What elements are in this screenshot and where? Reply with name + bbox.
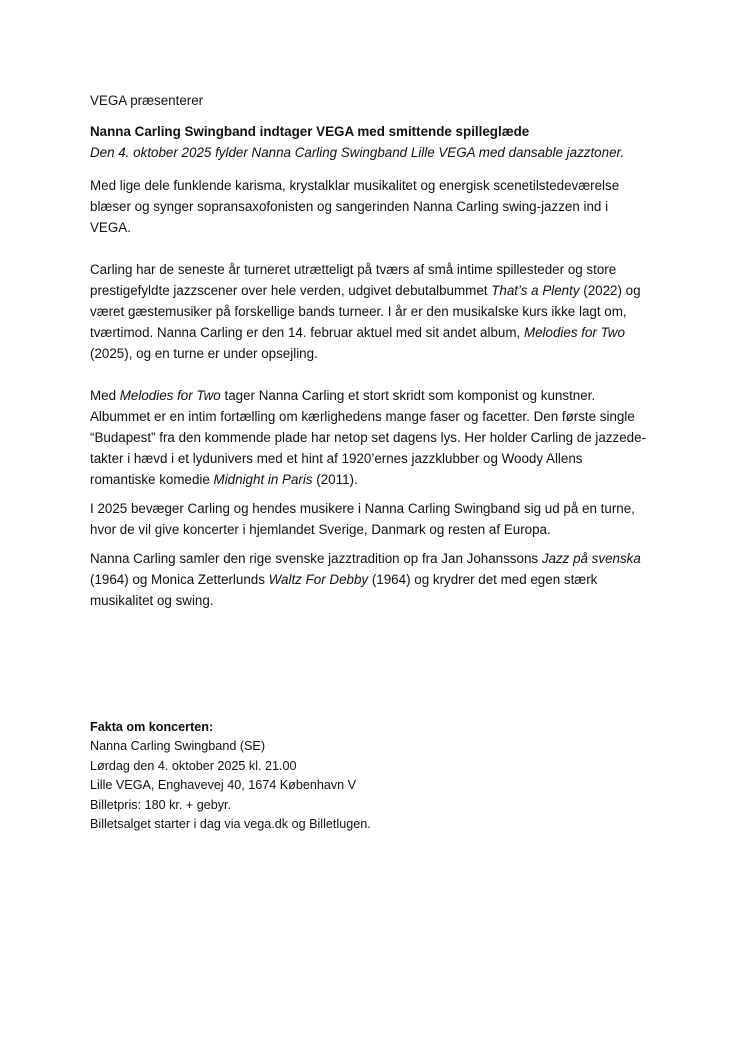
facts-line-tickets: Billetsalget starter i dag via vega.dk og Billetlugen. xyxy=(90,817,371,832)
text-run: tager Nanna Carling et stort skridt som komponist og kunstner. Albummet er en intim fortælling om kærlighedens mange faser og facetter. Den første single “Budapest” fra den kommende plade har netop set dagens lys. Her holder Carling de jazzede-takter i hævd i et lydunivers med et hint af 1920’ernes jazzklubber og Woody Allens romantiske komedie xyxy=(90,388,647,487)
text-run: (1964) og krydrer det med egen stærk musikalitet og swing. xyxy=(90,572,598,608)
text-run: (2025), og en turne er under opsejling. xyxy=(90,346,318,361)
concert-facts xyxy=(90,718,650,834)
paragraph-album xyxy=(90,385,650,490)
text-run: Carling har de seneste år turneret utrætteligt på tværs af små intime spillesteder og store prestigefyldte jazzscener over hele verden, udgivet debutalbummet xyxy=(90,262,617,298)
text-run: (1964) og Monica Zetterlunds xyxy=(90,572,269,587)
facts-line-venue: Lille VEGA, Enghavevej 40, 1674 København V xyxy=(90,778,357,793)
text-run: Nanna Carling samler den rige svenske jazztradition op fra Jan Johanssons xyxy=(90,551,542,566)
paragraph-career xyxy=(90,259,650,364)
press-release-body xyxy=(90,90,650,611)
paragraph-tour: I 2025 bevæger Carling og hendes musikere i Nanna Carling Swingband sig ud på en turne, hvor de vil give koncerter i hjemlandet Sverige, Danmark og resten af Europa. xyxy=(90,501,635,537)
text-run: (2011). xyxy=(312,472,358,487)
headline: Nanna Carling Swingband indtager VEGA med smittende spilleglæde xyxy=(90,124,530,139)
album-title: Jazz på svenska xyxy=(541,551,641,566)
album-title: Waltz For Debby xyxy=(268,572,369,587)
facts-line-artist: Nanna Carling Swingband (SE) xyxy=(90,739,266,754)
text-run: Med xyxy=(90,388,120,403)
film-title: Midnight in Paris xyxy=(213,472,313,487)
presenter-line: VEGA præsenterer xyxy=(90,93,204,108)
subheadline: Den 4. oktober 2025 fylder Nanna Carling Swingband Lille VEGA med dansable jazztoner. xyxy=(90,145,625,160)
facts-line-date: Lørdag den 4. oktober 2025 kl. 21.00 xyxy=(90,758,297,773)
album-title: Melodies for Two xyxy=(523,325,625,340)
paragraph-intro: Med lige dele funklende karisma, krystalklar musikalitet og energisk scenetilstedeværelse blæser og synger sopransaxofonisten og sangerinden Nanna Carling swing-jazzen ind i VEGA. xyxy=(90,178,620,235)
facts-line-price: Billetpris: 180 kr. + gebyr. xyxy=(90,797,232,812)
text-run: (2022) og været gæstemusiker på forskellige bands turneer. I år er den musikalske kurs ikke lagt om, tværtimod. Nanna Carling er den 14. februar aktuel med sit andet album, xyxy=(90,283,641,340)
facts-heading: Fakta om koncerten: xyxy=(90,720,214,734)
album-title: That’s a Plenty xyxy=(491,283,580,298)
album-title: Melodies for Two xyxy=(119,388,221,403)
paragraph-tradition xyxy=(90,548,650,611)
